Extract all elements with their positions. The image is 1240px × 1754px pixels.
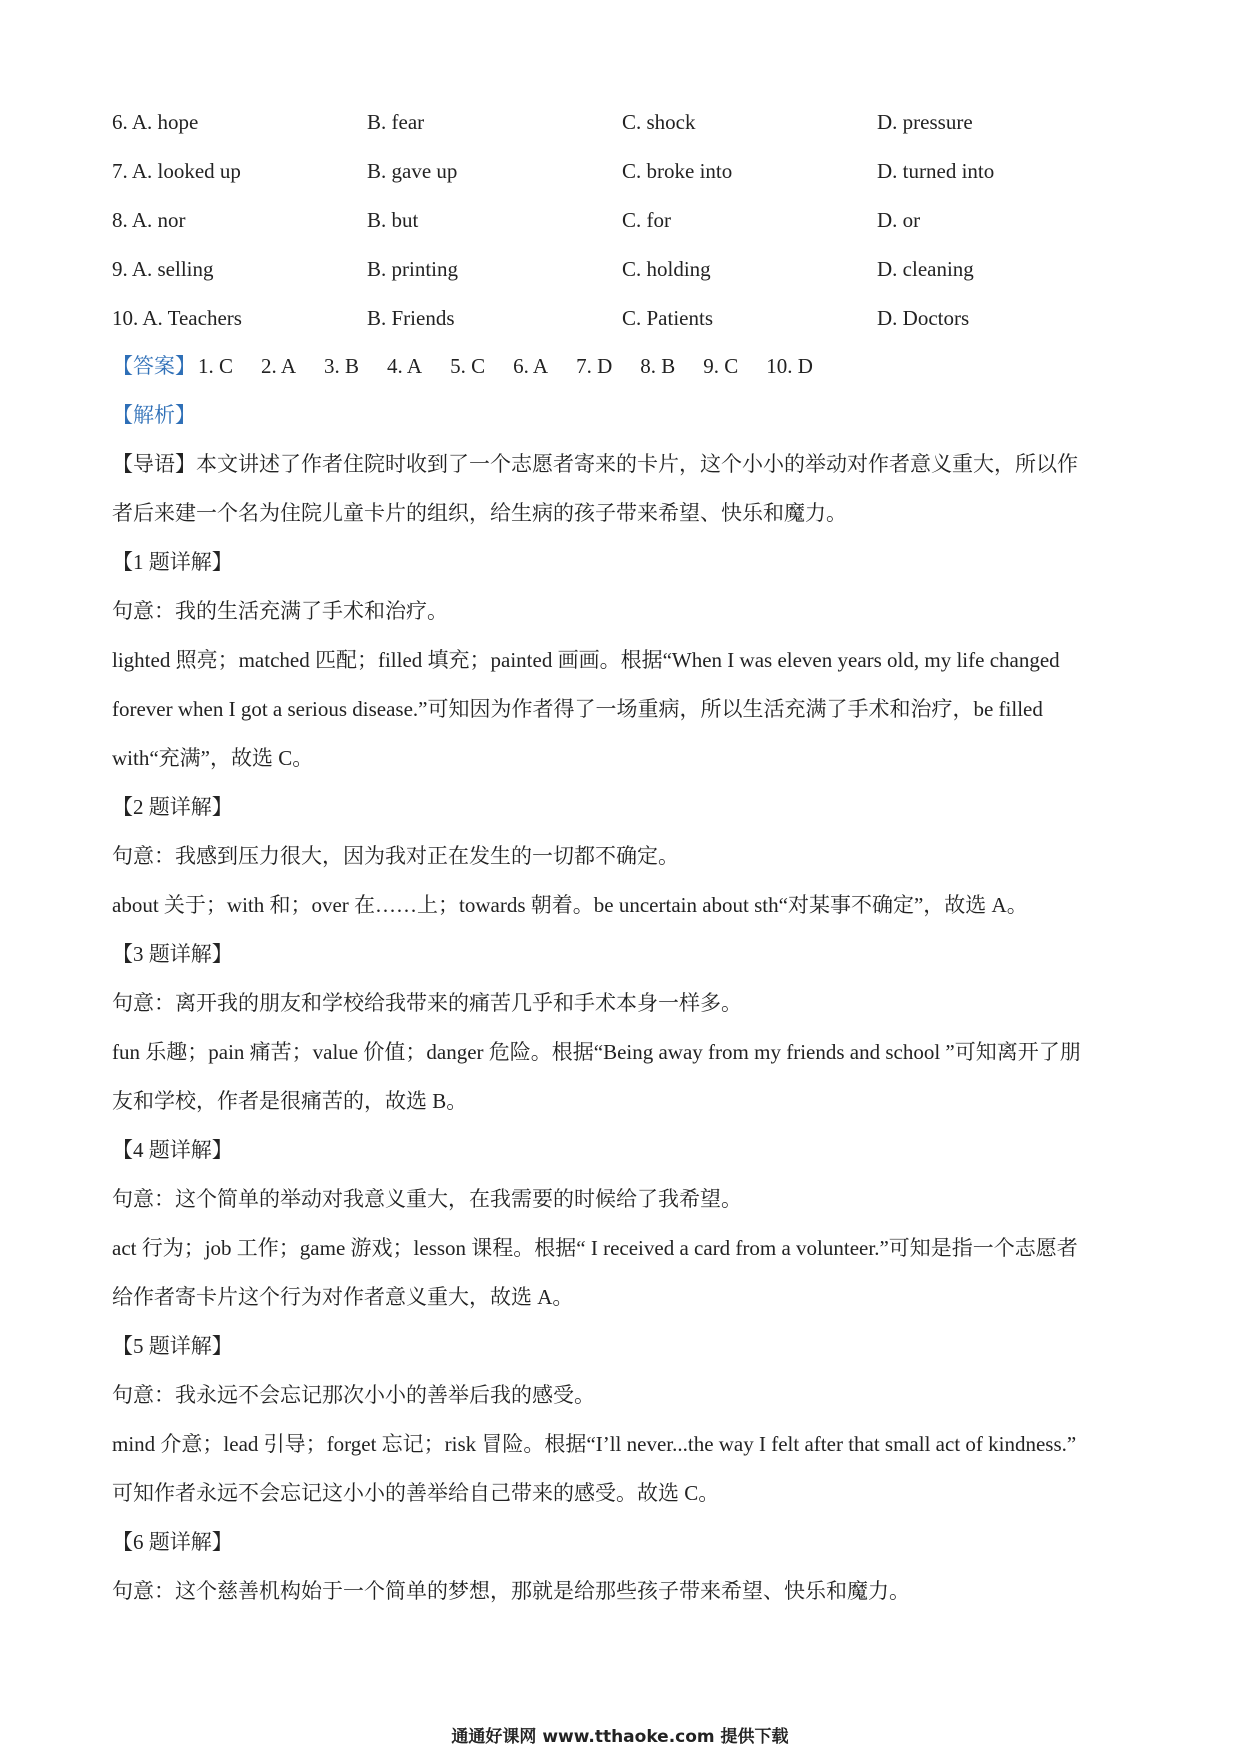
q1-heading: 【1 题详解】 <box>112 550 233 574</box>
option-row-8 <box>112 196 1132 245</box>
answer-item: 3. B <box>324 354 360 378</box>
option-cell: 6. A. hope <box>112 110 199 134</box>
q3-meaning: 句意：离开我的朋友和学校给我带来的痛苦几乎和手术本身一样多。 <box>112 991 742 1015</box>
q2-heading: 【2 题详解】 <box>112 795 233 819</box>
option-cell: D. pressure <box>877 110 973 134</box>
q1-meaning: 句意：我的生活充满了手术和治疗。 <box>112 599 448 623</box>
q4-detail-line: act 行为；job 工作；game 游戏；lesson 课程。根据“ I received a card from a volunteer.”可知是指一个志愿者 <box>112 1236 1078 1260</box>
option-cell: C. broke into <box>622 159 733 183</box>
q1-detail-line: with“充满”，故选 C。 <box>112 746 314 770</box>
option-cell: B. gave up <box>367 159 458 183</box>
q1-detail-line: lighted 照亮；matched 匹配；filled 填充；painted 画画。根据“When I was eleven years old, my life changed <box>112 648 1060 672</box>
q3-detail-line: fun 乐趣；pain 痛苦；value 价值；danger 危险。根据“Being away from my friends and school ”可知离开了朋 <box>112 1040 1081 1064</box>
option-cell: B. printing <box>367 257 459 281</box>
q5-detail-line: mind 介意；lead 引导；forget 忘记；risk 冒险。根据“I’ll never...the way I felt after that small act of kindness.” <box>112 1432 1077 1456</box>
option-cell: B. Friends <box>367 306 455 330</box>
q5-detail-line: 可知作者永远不会忘记这小小的善举给自己带来的感受。故选 C。 <box>112 1481 720 1505</box>
option-cell: B. but <box>367 208 419 232</box>
guide-line-2: 者后来建一个名为住院儿童卡片的组织，给生病的孩子带来希望、快乐和魔力。 <box>112 501 847 525</box>
q4-detail-line: 给作者寄卡片这个行为对作者意义重大，故选 A。 <box>112 1285 574 1309</box>
answer-item: 6. A <box>513 354 549 378</box>
option-cell: B. fear <box>367 110 425 134</box>
q4-heading: 【4 题详解】 <box>112 1138 233 1162</box>
answer-line <box>112 342 1130 391</box>
q2-detail-line: about 关于；with 和；over 在……上；towards 朝着。be uncertain about sth“对某事不确定”，故选 A。 <box>112 893 1028 917</box>
answer-item: 4. A <box>387 354 423 378</box>
option-cell: D. or <box>877 208 921 232</box>
option-row-10 <box>112 294 1132 343</box>
option-cell: D. turned into <box>877 159 995 183</box>
q5-meaning: 句意：我永远不会忘记那次小小的善举后我的感受。 <box>112 1383 595 1407</box>
answer-item: 10. D <box>766 354 813 378</box>
q6-meaning: 句意：这个慈善机构始于一个简单的梦想，那就是给那些孩子带来希望、快乐和魔力。 <box>112 1579 910 1603</box>
explanation-body <box>112 342 1130 1616</box>
answer-label: 【答案】 <box>112 354 196 378</box>
option-row-7 <box>112 147 1132 196</box>
answer-item: 7. D <box>576 354 613 378</box>
guide-line-1: 【导语】本文讲述了作者住院时收到了一个志愿者寄来的卡片，这个小小的举动对作者意义重大，所以作 <box>112 452 1078 476</box>
answer-item: 2. A <box>261 354 297 378</box>
option-row-6 <box>112 98 1132 147</box>
answer-item: 5. C <box>450 354 486 378</box>
option-cell: C. shock <box>622 110 696 134</box>
q5-heading: 【5 题详解】 <box>112 1334 233 1358</box>
footer-watermark: 通通好课网 www.tthaoke.com 提供下载 <box>451 1727 789 1747</box>
option-cell: 9. A. selling <box>112 257 214 281</box>
option-cell: C. Patients <box>622 306 714 330</box>
q1-detail-line: forever when I got a serious disease.”可知因为作者得了一场重病，所以生活充满了手术和治疗，be filled <box>112 697 1043 721</box>
q4-meaning: 句意：这个简单的举动对我意义重大，在我需要的时候给了我希望。 <box>112 1187 742 1211</box>
option-cell: D. Doctors <box>877 306 970 330</box>
option-row-9 <box>112 245 1132 294</box>
option-cell: 10. A. Teachers <box>112 306 242 330</box>
options-table <box>112 98 1132 343</box>
option-cell: C. holding <box>622 257 711 281</box>
q3-detail-line: 友和学校，作者是很痛苦的，故选 B。 <box>112 1089 468 1113</box>
answer-item: 8. B <box>640 354 676 378</box>
option-cell: 8. A. nor <box>112 208 186 232</box>
q6-heading: 【6 题详解】 <box>112 1530 233 1554</box>
option-cell: 7. A. looked up <box>112 159 241 183</box>
q3-heading: 【3 题详解】 <box>112 942 233 966</box>
option-cell: D. cleaning <box>877 257 974 281</box>
q2-meaning: 句意：我感到压力很大，因为我对正在发生的一切都不确定。 <box>112 844 679 868</box>
option-cell: C. for <box>622 208 671 232</box>
answer-item: 9. C <box>703 354 739 378</box>
analysis-label: 【解析】 <box>112 403 196 427</box>
answer-item: 1. C <box>198 354 234 378</box>
